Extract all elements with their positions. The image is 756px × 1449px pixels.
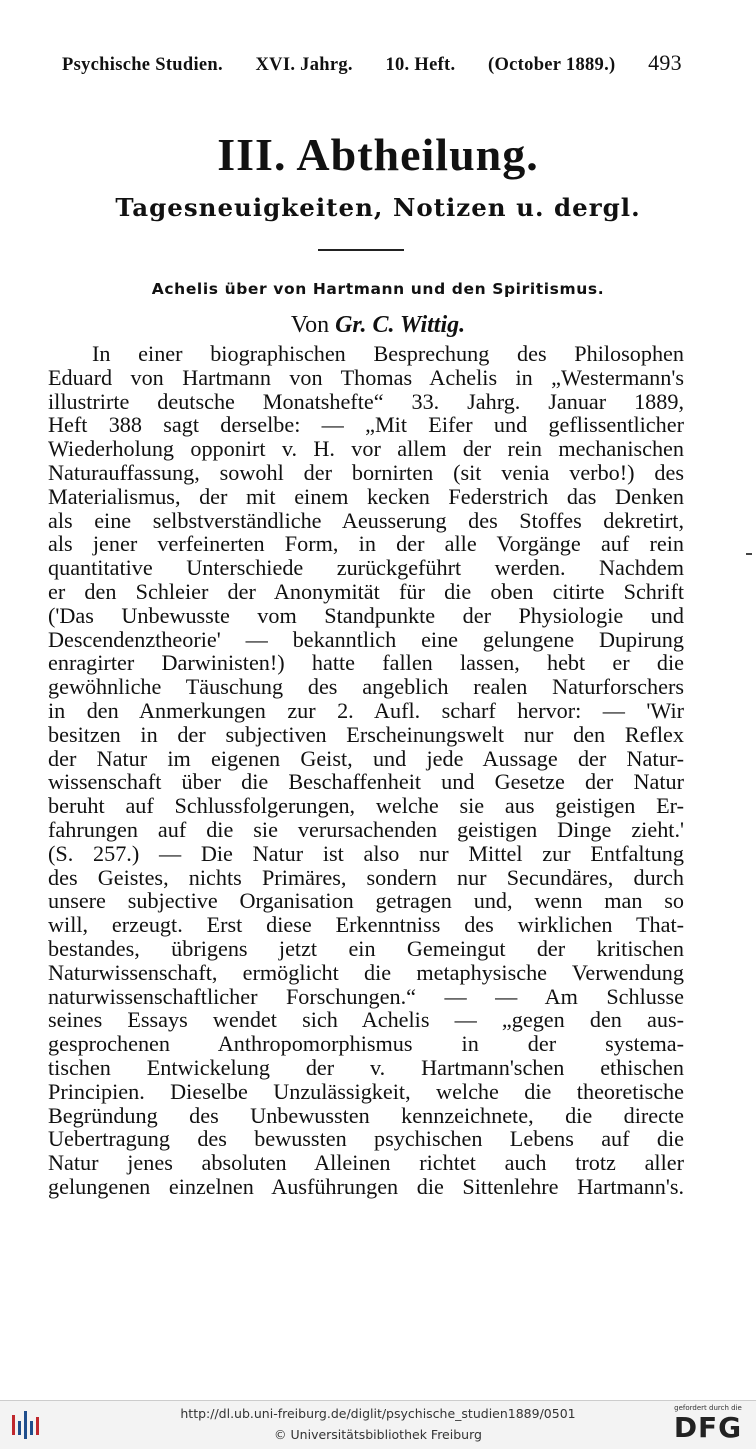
text-line: er den Schleier der Anonymität für die oben citirte Schrift bbox=[48, 578, 684, 604]
issue-date: (October 1889.) bbox=[488, 55, 616, 75]
section-subtitle: Tagesneuigkeiten, Notizen u. dergl. bbox=[115, 193, 641, 222]
text-line: Uebertragung des bewussten psychischen Lebens auf die bbox=[48, 1126, 684, 1152]
running-header bbox=[62, 50, 682, 76]
text-line: Wiederholung opponirt v. H. vor allem der rein mechanischen bbox=[48, 436, 684, 462]
text-line: naturwissenschaftlicher Forschungen.“ — — Am Schlusse bbox=[48, 983, 684, 1009]
text-line: quantitative Unterschiede zurückgeführt werden. Nachdem bbox=[48, 555, 684, 581]
text-line: des Geistes, nichts Primäres, sondern nur Secundäres, durch bbox=[48, 864, 684, 890]
text-line: bestandes, übrigens jetzt ein Gemeingut der kritischen bbox=[48, 935, 684, 961]
article-body bbox=[48, 342, 684, 1199]
text-line: illustrirte deutsche Monatshefte“ 33. Jahrg. Januar 1889, bbox=[48, 388, 684, 414]
dfg-wordmark: DFG bbox=[673, 1411, 743, 1444]
divider-rule bbox=[318, 249, 404, 251]
section-title: III. Abtheilung. bbox=[217, 129, 539, 180]
text-line: seines Essays wendet sich Achelis — „gegen den aus- bbox=[48, 1007, 684, 1033]
dfg-tagline: gefordert durch die bbox=[674, 1404, 742, 1412]
text-line: Eduard von Hartmann von Thomas Achelis in „Westermann's bbox=[48, 364, 684, 390]
text-line: unsere subjective Organisation getragen und, wenn man so bbox=[48, 888, 684, 914]
dfg-logo bbox=[668, 1404, 748, 1446]
text-line: Naturauffassung, sowohl der bornirten (sit venia verbo!) des bbox=[48, 459, 684, 485]
text-line: wissenschaft über die Beschaffenheit und Gesetze der Natur bbox=[48, 769, 684, 795]
text-line: als eine selbstverständliche Aeusserung des Stoffes dekretirt, bbox=[48, 507, 684, 533]
text-line: Begründung des Unbewussten kennzeichnete, die directe bbox=[48, 1102, 684, 1128]
permalink bbox=[0, 1406, 756, 1421]
byline-prefix: Von bbox=[290, 312, 330, 338]
text-line: In einer biographischen Besprechung des Philosophen bbox=[92, 341, 684, 366]
copyright-notice: © Universitätsbibliothek Freiburg bbox=[274, 1427, 482, 1442]
text-line: will, erzeugt. Erst diese Erkenntniss des wirklichen That- bbox=[48, 912, 684, 938]
text-line: Heft 388 sagt derselbe: — „Mit Eifer und geflissentlicher bbox=[48, 412, 684, 438]
text-line: Naturwissenschaft, ermöglicht die metaphysische Verwendung bbox=[48, 959, 684, 985]
text-line: gesprochenen Anthropomorphismus in der systema- bbox=[48, 1031, 684, 1057]
text-line: ('Das Unbewusste vom Standpunkte der Physiologie und bbox=[48, 602, 684, 628]
text-line: gelungenen einzelnen Ausführungen die Sittenlehre Hartmann's. bbox=[48, 1173, 684, 1199]
text-line: Descendenztheorie' — bekanntlich eine gelungene Dupirung bbox=[48, 626, 684, 652]
volume-label: XVI. Jahrg. bbox=[255, 55, 353, 75]
text-line: tischen Entwickelung der v. Hartmann'schen ethischen bbox=[48, 1054, 684, 1080]
text-line: Materialismus, der mit einem kecken Federstrich das Denken bbox=[48, 483, 684, 509]
author-name: Gr. C. Wittig. bbox=[335, 312, 466, 338]
permalink-link[interactable]: http://dl.ub.uni-freiburg.de/diglit/psychische_studien1889/0501 bbox=[180, 1406, 576, 1421]
text-line: gewöhnliche Täuschung des angeblich realen Naturforschers bbox=[48, 674, 684, 700]
page-number: 493 bbox=[648, 50, 682, 75]
margin-mark bbox=[746, 553, 752, 555]
viewer-footer bbox=[0, 1400, 756, 1449]
text-line: fahrungen auf die sie verursachenden geistigen Dinge zieht.' bbox=[48, 816, 684, 842]
article-title: Achelis über von Hartmann und den Spiritismus. bbox=[151, 280, 605, 298]
byline bbox=[0, 312, 756, 339]
text-line: als jener verfeinerten Form, in der alle Vorgänge auf rein bbox=[48, 531, 684, 557]
issue-label: 10. Heft. bbox=[385, 55, 456, 75]
text-line: beruht auf Schlussfolgerungen, welche sie aus geistigen Er- bbox=[48, 793, 684, 819]
text-line: enragirter Darwinisten!) hatte fallen lassen, hebt er die bbox=[48, 650, 684, 676]
text-line: der Natur im eigenen Geist, und jede Aussage der Natur- bbox=[48, 745, 684, 771]
text-line: Natur jenes absoluten Alleinen richtet auch trotz aller bbox=[48, 1150, 684, 1176]
journal-name: Psychische Studien. bbox=[62, 55, 223, 75]
text-line: Principien. Dieselbe Unzulässigkeit, welche die theoretische bbox=[48, 1078, 684, 1104]
text-line: (S. 257.) — Die Natur ist also nur Mittel zur Entfaltung bbox=[48, 840, 684, 866]
text-line: besitzen in der subjectiven Erscheinungswelt nur den Reflex bbox=[48, 721, 684, 747]
text-line: in den Anmerkungen zur 2. Aufl. scharf hervor: — 'Wir bbox=[48, 697, 684, 723]
